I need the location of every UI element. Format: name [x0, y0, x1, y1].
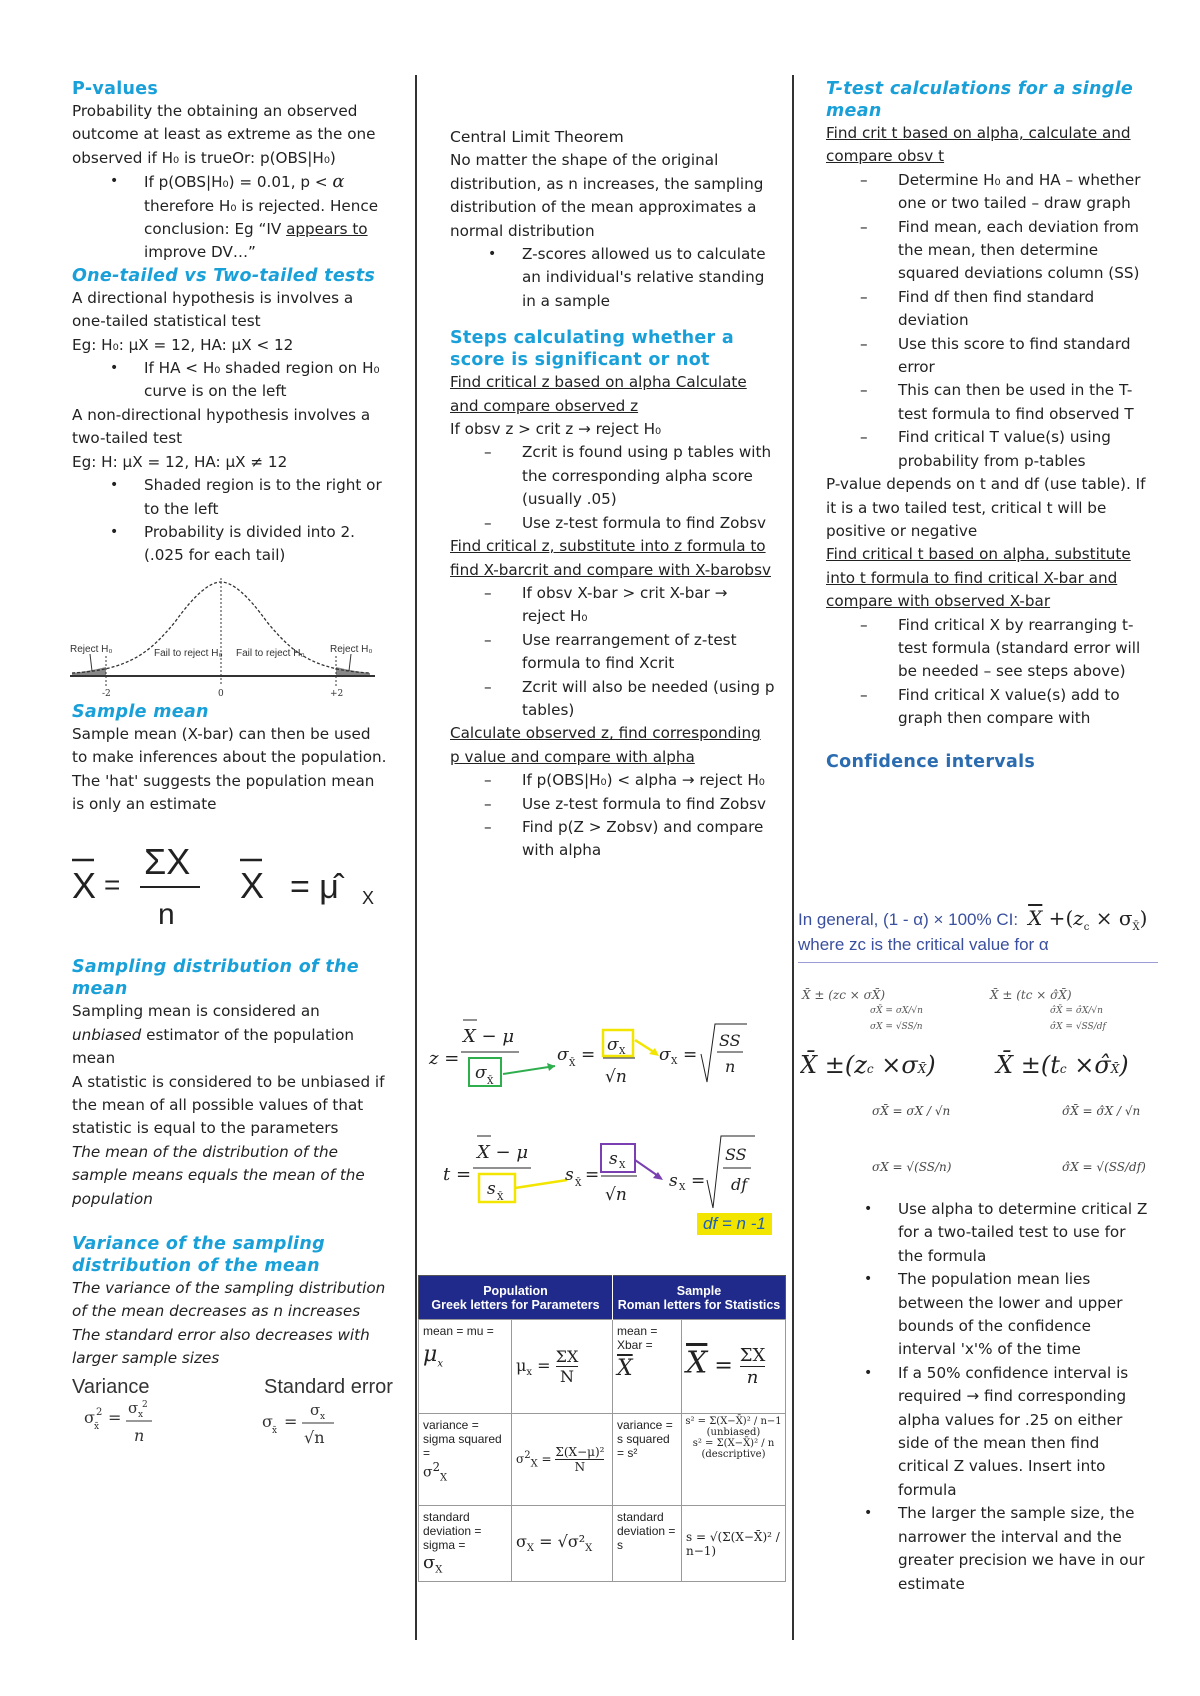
table-r2-pop-label: variance = sigma squared = $\sigma^2_X$: [419, 1414, 512, 1506]
steps-d8: – Find p(Z > Zobsv) and compare with alpha: [450, 816, 775, 863]
variance-text-2: The standard error also decreases with larger sample sizes: [72, 1325, 370, 1368]
variance-se-formulas: [72, 1371, 402, 1451]
tick-left: -2: [102, 688, 111, 699]
ttest-d2: – Find mean, each deviation from the mean, then determine squared deviations column (SS): [826, 216, 1148, 286]
svg-text:x̄: x̄: [94, 1421, 100, 1432]
svg-text:X: X: [679, 1183, 686, 1193]
svg-text:X̄ ± (zc × σX̄): X̄ ± (zc × σX̄): [802, 988, 886, 1002]
mu-sub: X: [362, 888, 375, 909]
table-r2-samp-formula: s² = Σ(X−X̄)² / n−1 (unbiased) s² = Σ(X−X̄)² / n (descriptive): [682, 1414, 786, 1506]
svg-text:=: =: [108, 1407, 122, 1427]
svg-text:√n: √n: [605, 1067, 627, 1087]
tick-right: +2: [330, 688, 344, 699]
svg-text:X: X: [671, 1057, 678, 1067]
z-formula-figure: [425, 1010, 765, 1100]
tails-bullet-1: • If HA < H₀ shaded region on H₀ curve is on the left: [72, 357, 390, 404]
svg-text:=: =: [691, 1171, 706, 1191]
svg-text:=: =: [683, 1045, 698, 1065]
svg-text:σ: σ: [310, 1400, 321, 1419]
steps-d5: – Zcrit will also be needed (using p tables): [450, 676, 775, 723]
tick-mid: 0: [218, 688, 224, 699]
svg-text:X̄: X̄: [575, 1179, 582, 1189]
svg-text:2: 2: [142, 1399, 148, 1410]
nondirectional-text: A non-directional hypothesis involves a two-tailed test: [72, 405, 371, 448]
svg-text:s: s: [487, 1179, 496, 1199]
ci-bullets: [826, 1198, 1148, 1596]
steps-link-1: Find critical z based on alpha Calculate and compare observed z: [450, 373, 747, 415]
pvalues-bullet: • If p(OBS|H₀) = 0.01, p < α therefore H₀ is rejected. Hence conclusion: Eg “IV appears to improve DV…”: [72, 170, 390, 265]
sx-box-purple: [601, 1144, 635, 1172]
svg-text:x: x: [320, 1411, 326, 1422]
table-head-sample: Sample Roman letters for Statistics: [617, 1283, 781, 1312]
reject-right-label: Reject H₀: [330, 643, 373, 655]
table-r2-pop-formula: $\sigma^2_X$ = $\frac{\text{Σ(X−μ)²}}{N}$: [512, 1414, 613, 1506]
heading-ttest: T-test calculations for a single mean: [826, 79, 1134, 121]
svg-text:X: X: [240, 865, 265, 907]
svg-text:√n: √n: [605, 1185, 627, 1205]
svg-text:X̄ ±(tc ×σ̂X̄): X̄ ±(tc ×σ̂X̄): [996, 1051, 1129, 1079]
svg-text:σX̄ = σX / √n: σX̄ = σX / √n: [872, 1104, 951, 1118]
heading-clt: Central Limit Theorem: [450, 128, 624, 146]
ttest-d3: – Find df then find standard deviation: [826, 286, 1148, 333]
svg-text:s: s: [565, 1165, 574, 1185]
clt-text: No matter the shape of the original distribution, as n increases, the sampling distribution of the mean approximates a normal distribution: [450, 151, 764, 240]
steps-rule-1: If obsv z > crit z → reject H₀: [450, 420, 662, 439]
svg-text:σ: σ: [262, 1411, 273, 1431]
table-r3-samp-formula: s = √(Σ(X−X̄)² / n−1): [682, 1506, 786, 1582]
steps-d3: – If obsv X-bar > crit X-bar → reject H₀: [450, 582, 775, 629]
svg-text:σ̂X̄ = σ̂X / √n: σ̂X̄ = σ̂X / √n: [1062, 1104, 1141, 1118]
table-r3-pop-label: standard deviation = sigma = $\sigma_X$: [419, 1506, 512, 1582]
reject-left-label: Reject H₀: [70, 643, 113, 655]
heading-sample-mean: Sample mean: [72, 701, 209, 722]
column-divider-right: [792, 75, 794, 1640]
svg-text:t =: t =: [443, 1164, 472, 1185]
table-r1-pop-formula: $\mu_x$ = $\frac{\Sigma X}{N}$: [512, 1320, 613, 1414]
svg-text:σ: σ: [128, 1398, 139, 1417]
svg-text:X: X: [619, 1047, 626, 1057]
ttest-pvalue-text: P-value depends on t and df (use table). If it is a two tailed test, critical t will be positive or negative: [826, 475, 1146, 540]
heading-confidence-intervals: Confidence intervals: [826, 751, 1036, 772]
column-1: [70, 78, 393, 1451]
ci-bullet-3: • If a 50% confidence interval is required → find corresponding alpha values for .25 on either side of the mean then find critical Z values. Insert into formula: [826, 1362, 1148, 1502]
sample-mean-text: Sample mean (X-bar) can then be used to make inferences about the population. The 'hat' suggests the population mean is only an estimate: [72, 724, 387, 813]
steps-link-2: Find critical z, substitute into z formula to find X-barcrit and compare with X-barobsv: [450, 537, 771, 579]
svg-text:=: =: [104, 869, 121, 901]
svg-text:x̄: x̄: [272, 1425, 278, 1436]
example-2: Eg: H: μX = 12, HA: μX ≠ 12: [72, 452, 288, 471]
ttest-d6: – Find critical T value(s) using probability from p-tables: [826, 426, 1148, 473]
svg-text:X: X: [619, 1161, 626, 1171]
ci-bullet-2: • The population mean lies between the lower and upper bounds of the confidence interval 'x'% of the time: [826, 1268, 1148, 1362]
variance-label: Variance: [72, 1375, 150, 1398]
df-label: df = n -1: [697, 1213, 772, 1235]
fail-left-label: Fail to reject H₀: [154, 647, 223, 659]
heading-tails: One-tailed vs Two-tailed tests: [72, 265, 376, 286]
svg-text:X: X: [72, 865, 97, 907]
ttest-d1: – Determine H₀ and HA – whether one or two tailed – draw graph: [826, 169, 1148, 216]
svg-text:2: 2: [96, 1406, 103, 1418]
steps-d1: – Zcrit is found using p tables with the corresponding alpha score (usually .05): [450, 441, 775, 511]
svg-text:σ: σ: [557, 1045, 569, 1065]
clt-bullet: • Z-scores allowed us to calculate an individual's relative standing in a sample: [450, 243, 775, 313]
sampling-dist-text-1: Sampling mean is considered an unbiased estimator of the population mean: [72, 1002, 355, 1068]
svg-text:X̄ ±(zc ×σX̄): X̄ ±(zc ×σX̄): [800, 1051, 936, 1079]
heading-variance: Variance of the sampling distribution of the mean: [72, 1234, 325, 1276]
svg-text:SS: SS: [725, 1145, 747, 1164]
svg-text:X̄ ± (tc × σ̂X̄): X̄ ± (tc × σ̂X̄): [990, 988, 1072, 1002]
svg-text:X̄: X̄: [569, 1059, 576, 1069]
svg-text:σX̄ = σX/√n: σX̄ = σX/√n: [870, 1006, 923, 1016]
svg-text:=: =: [581, 1045, 596, 1065]
svg-text:=: =: [585, 1165, 600, 1185]
table-head-population: Population Greek letters for Parameters: [419, 1276, 613, 1320]
ci-bullet-1: • Use alpha to determine critical Z for a two-tailed test to use for the formula: [826, 1198, 1148, 1268]
svg-text:x: x: [138, 1409, 144, 1420]
table-r1-samp-formula: $\overline{X}$ = $\frac{\Sigma X}{n}$: [682, 1320, 786, 1414]
directional-text: A directional hypothesis is involves a one-tailed statistical test: [72, 288, 354, 331]
tails-bullet-3: • Probability is divided into 2. (.025 for each tail): [72, 521, 390, 568]
heading-sampling-distribution: Sampling distribution of the mean: [72, 957, 359, 1000]
svg-text:√n: √n: [304, 1427, 325, 1447]
svg-text:σ: σ: [659, 1045, 671, 1065]
svg-text:s: s: [669, 1171, 678, 1191]
table-r3-samp-label: standard deviation = s: [613, 1506, 682, 1582]
svg-text:=: =: [284, 1411, 298, 1431]
svg-text:σ̂X̄ = σ̂X/√n: σ̂X̄ = σ̂X/√n: [1050, 1006, 1103, 1016]
normal-curve-figure: [70, 572, 405, 707]
steps-d2: – Use z-test formula to find Zobsv: [450, 512, 775, 535]
table-r1-samp-label: mean = Xbar = $\overline{X}$: [613, 1320, 682, 1414]
steps-link-3: Calculate observed z, find corresponding p value and compare with alpha: [450, 724, 761, 766]
table-r3-pop-formula: $\sigma_X = √\sigma^2_X$: [512, 1506, 613, 1582]
ci-bullet-4: • The larger the sample size, the narrower the interval and the greater precision we have in our estimate: [826, 1502, 1148, 1596]
heading-pvalues: P-values: [72, 79, 159, 99]
tails-bullet-2: • Shaded region is to the right or to the left: [72, 474, 390, 521]
ttest-link-1: Find crit t based on alpha, calculate and compare obsv t: [826, 124, 1131, 166]
population-sample-table: [418, 1275, 786, 1582]
ttest-d5: – This can then be used in the T-test formula to find observed T: [826, 379, 1148, 426]
svg-text:σX = √SS/n: σX = √SS/n: [870, 1022, 923, 1032]
column-2: [450, 126, 775, 863]
steps-d4: – Use rearrangement of z-test formula to find Xcrit: [450, 629, 775, 676]
ttest-d7: – Find critical X by rearranging t-test formula (standard error will be needed – see steps above): [826, 614, 1148, 684]
table-r2-samp-label: variance = s squared = s²: [613, 1414, 682, 1506]
svg-text:σ̂X = √SS/df: σ̂X = √SS/df: [1050, 1022, 1106, 1032]
heading-steps: Steps calculating whether a score is significant or not: [450, 328, 734, 371]
fail-right-label: Fail to reject H₀: [236, 647, 305, 659]
svg-text:X − μ: X − μ: [477, 1142, 529, 1163]
steps-d7: – Use z-test formula to find Zobsv: [450, 793, 775, 816]
table-r1-pop-label: mean = mu = $\mu_x$: [419, 1320, 512, 1414]
svg-text:n: n: [134, 1425, 145, 1445]
sum-x: ΣX: [144, 841, 191, 883]
ci-general-formula: In general, (1 - α) × 100% CI: $\overline{X} +(z_c \times \sigma_{X̄})$ where zc is the critical value for α: [798, 906, 1158, 963]
column-divider-left: [415, 75, 417, 1640]
column-3: [826, 78, 1148, 773]
n-den: n: [158, 898, 175, 932]
mu-hat: = μ̂: [290, 868, 339, 907]
svg-text:X̄: X̄: [497, 1193, 504, 1203]
svg-text:X − μ: X − μ: [463, 1026, 515, 1047]
sampling-dist-text-2: A statistic is considered to be unbiased if the mean of all possible values of that statistic is equal to the parameters: [72, 1072, 385, 1138]
svg-text:s: s: [609, 1149, 618, 1169]
ttest-d4: – Use this score to find standard error: [826, 333, 1148, 380]
se-label: Standard error: [264, 1375, 393, 1398]
svg-text:n: n: [725, 1057, 736, 1076]
svg-text:z =: z =: [429, 1048, 460, 1069]
sample-mean-formula: [72, 830, 392, 940]
pvalues-text: Probability the obtaining an observed outcome at least as extreme as the one observed if H₀ is trueOr: p(OBS|H₀): [72, 102, 376, 167]
alpha-symbol: α: [332, 171, 345, 193]
sampling-dist-text-3: The mean of the distribution of the sample means equals the mean of the population: [72, 1142, 365, 1208]
svg-text:df: df: [731, 1175, 748, 1194]
variance-text-1: The variance of the sampling distribution of the mean decreases as n increases: [72, 1279, 386, 1321]
svg-text:σ: σ: [84, 1407, 95, 1427]
example-1: Eg: H₀: μX = 12, HA: μX < 12: [72, 335, 294, 354]
svg-text:σ: σ: [607, 1035, 619, 1055]
ci-formula-grid: [800, 985, 1160, 1195]
svg-text:σ: σ: [475, 1063, 487, 1083]
steps-d6: – If p(OBS|H₀) < alpha → reject H₀: [450, 769, 775, 792]
ttest-d8: – Find critical X value(s) add to graph then compare with: [826, 684, 1148, 731]
svg-text:σX = √(SS/n): σX = √(SS/n): [872, 1160, 952, 1174]
ttest-link-2: Find critical t based on alpha, substitute into t formula to find critical X-bar and compare with observed X-bar: [826, 545, 1131, 611]
svg-text:SS: SS: [719, 1031, 741, 1050]
svg-text:σ̂X = √(SS/df): σ̂X = √(SS/df): [1062, 1160, 1146, 1174]
svg-text:X̄: X̄: [487, 1077, 494, 1087]
